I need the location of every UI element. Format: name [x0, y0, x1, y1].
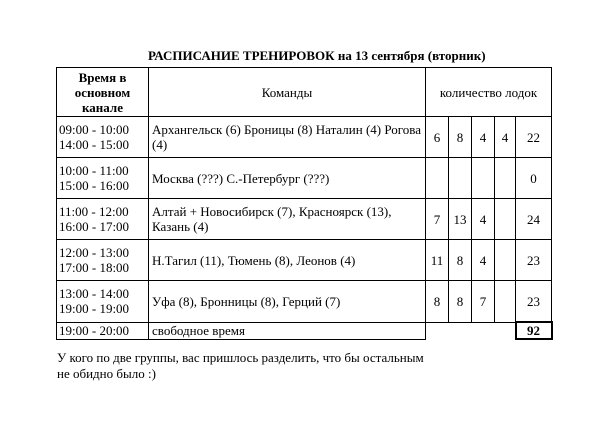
time-cell: 10:00 - 11:00 15:00 - 16:00 — [57, 158, 149, 199]
schedule-title: РАСПИСАНИЕ ТРЕНИРОВОК на 13 сентября (вторник) — [148, 48, 486, 63]
boats-cell — [495, 158, 516, 199]
table-row — [57, 240, 552, 281]
footnote: У кого по две группы, вас пришлось разделить, что бы остальным не обидно было :) — [57, 350, 424, 381]
total-cell: 24 — [516, 199, 552, 240]
teams-cell: Архангельск (6) Броницы (8) Наталин (4) Рогова (4) — [149, 117, 426, 158]
teams-cell: Уфа (8), Бронницы (8), Герций (7) — [149, 281, 426, 323]
time-cell: 09:00 - 10:00 14:00 - 15:00 — [57, 117, 149, 158]
boats-cell — [426, 158, 449, 199]
boats-cell: 7 — [472, 281, 495, 323]
free-time-row — [57, 322, 552, 339]
boats-cell — [472, 158, 495, 199]
boats-cell: 6 — [426, 117, 449, 158]
boats-cell: 4 — [495, 117, 516, 158]
empty-cell — [426, 322, 516, 339]
header-time: Время в основном канале — [57, 68, 149, 117]
boats-cell — [495, 281, 516, 323]
header-row — [57, 68, 552, 117]
boats-cell: 4 — [472, 240, 495, 281]
boats-cell: 7 — [426, 199, 449, 240]
total-cell: 23 — [516, 281, 552, 323]
time-cell: 13:00 - 14:00 19:00 - 19:00 — [57, 281, 149, 323]
boats-cell: 4 — [472, 117, 495, 158]
table-row — [57, 281, 552, 323]
teams-cell: Москва (???) С.-Петербург (???) — [149, 158, 426, 199]
total-cell: 22 — [516, 117, 552, 158]
boats-cell: 4 — [472, 199, 495, 240]
header-boats: количество лодок — [426, 68, 552, 117]
boats-cell: 8 — [449, 117, 472, 158]
schedule-table — [56, 67, 553, 340]
time-cell: 19:00 - 20:00 — [57, 322, 149, 339]
boats-cell: 13 — [449, 199, 472, 240]
boats-cell — [449, 158, 472, 199]
total-cell: 0 — [516, 158, 552, 199]
boats-cell: 8 — [426, 281, 449, 323]
table-row — [57, 117, 552, 158]
boats-cell: 8 — [449, 240, 472, 281]
boats-cell: 11 — [426, 240, 449, 281]
header-teams: Команды — [149, 68, 426, 117]
time-cell: 11:00 - 12:00 16:00 - 17:00 — [57, 199, 149, 240]
teams-cell: Н.Тагил (11), Тюмень (8), Леонов (4) — [149, 240, 426, 281]
boats-cell: 8 — [449, 281, 472, 323]
boats-cell — [495, 199, 516, 240]
boats-cell — [495, 240, 516, 281]
table-row — [57, 158, 552, 199]
free-time-label: свободное время — [149, 322, 426, 339]
grand-total: 92 — [516, 322, 552, 339]
time-cell: 12:00 - 13:00 17:00 - 18:00 — [57, 240, 149, 281]
table-row — [57, 199, 552, 240]
teams-cell: Алтай + Новосибирск (7), Красноярск (13), Казань (4) — [149, 199, 426, 240]
total-cell: 23 — [516, 240, 552, 281]
